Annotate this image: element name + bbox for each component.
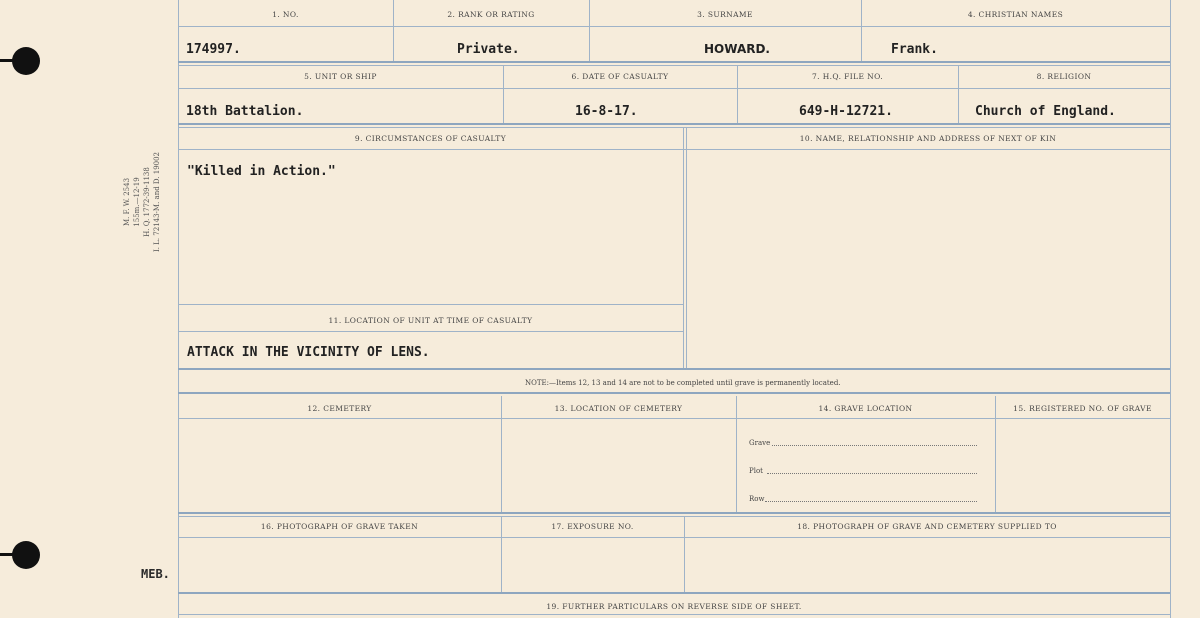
header-circumstances: 9. CIRCUMSTANCES OF CASUALTY (354, 134, 507, 143)
header-cemetery: 12. CEMETERY (307, 404, 372, 413)
religion-value: Church of England. (975, 104, 1116, 119)
footer-further-particulars: 19. FURTHER PARTICULARS ON REVERSE SIDE OF SHEET. (546, 602, 802, 611)
print-line: H. Q. 1772-39-1138 (143, 167, 151, 237)
row-field-label: Row (749, 495, 765, 503)
grave-note: NOTE:—Items 12, 13 and 14 are not to be completed until grave is permanently located. (525, 379, 841, 387)
rule (178, 123, 1170, 125)
grave-field-label: Grave (749, 439, 771, 447)
header-surname: 3. SURNAME (697, 10, 753, 19)
clerk-initials: MEB. (141, 567, 170, 581)
header-unit: 5. UNIT OR SHIP (304, 72, 377, 81)
rule (178, 26, 1170, 27)
print-line: I. L. 72143-M. and D. 19002 (153, 151, 161, 253)
header-religion: 8. RELIGION (1036, 72, 1092, 81)
rule (178, 537, 1170, 538)
rule (178, 614, 1170, 615)
divider (683, 127, 684, 368)
rule (178, 368, 1170, 370)
location-of-unit-value: ATTACK IN THE VICINITY OF LENS. (187, 345, 430, 360)
header-exposure-no: 17. EXPOSURE NO. (551, 522, 634, 531)
rule (178, 304, 683, 305)
rule (178, 65, 1170, 66)
rule (178, 149, 1170, 150)
unit-value: 18th Battalion. (186, 104, 304, 119)
rule (178, 127, 1170, 128)
binder-hole-top-tab (0, 59, 14, 62)
divider (686, 127, 687, 368)
print-line: 155m.—12-19 (133, 177, 141, 227)
binder-hole-top (12, 47, 40, 75)
header-hq-file-no: 7. H.Q. FILE NO. (811, 72, 884, 81)
plot-field-line (767, 472, 977, 474)
divider (995, 396, 996, 512)
header-photograph-supplied: 18. PHOTOGRAPH OF GRAVE AND CEMETERY SUPPLIED TO (797, 522, 1057, 531)
rule (178, 61, 1170, 63)
circumstances-value: "Killed in Action." (187, 164, 336, 179)
rule (178, 512, 1170, 514)
hq-file-no-value: 649-H-12721. (799, 104, 893, 119)
date-of-casualty-value: 16-8-17. (575, 104, 638, 119)
plot-field-label: Plot (749, 467, 763, 475)
binder-hole-bottom-tab (0, 553, 14, 556)
header-next-of-kin: 10. NAME, RELATIONSHIP AND ADDRESS OF NEXT OF KIN (799, 134, 1057, 143)
row-field-line (765, 500, 977, 502)
header-photograph-taken: 16. PHOTOGRAPH OF GRAVE TAKEN (260, 522, 419, 531)
christian-names-value: Frank. (891, 42, 938, 57)
header-rank: 2. RANK OR RATING (447, 10, 535, 19)
binder-hole-bottom (12, 541, 40, 569)
grave-field-line (772, 444, 977, 446)
rule (178, 516, 1170, 517)
header-grave-location: 14. GRAVE LOCATION (818, 404, 913, 413)
rank-value: Private. (457, 42, 520, 57)
rule (178, 592, 1170, 594)
header-location-of-cemetery: 13. LOCATION OF CEMETERY (554, 404, 683, 413)
print-line: M. F. W. 2543 (123, 177, 131, 227)
divider (736, 396, 737, 512)
rule (178, 88, 1170, 89)
rule (178, 392, 1170, 394)
header-number: 1. NO. (272, 10, 299, 19)
rule (178, 331, 683, 332)
rule (178, 418, 1170, 419)
header-christian-names: 4. CHRISTIAN NAMES (967, 10, 1064, 19)
divider (501, 396, 502, 512)
header-registered-no: 15. REGISTERED NO. OF GRAVE (1013, 404, 1152, 413)
header-location-of-unit: 11. LOCATION OF UNIT AT TIME OF CASUALTY (328, 316, 533, 325)
form-print-info (122, 142, 162, 262)
service-number: 174997. (186, 42, 241, 57)
header-date-of-casualty: 6. DATE OF CASUALTY (571, 72, 669, 81)
surname-value: HOWARD. (704, 42, 770, 56)
frame-right (1170, 0, 1171, 618)
